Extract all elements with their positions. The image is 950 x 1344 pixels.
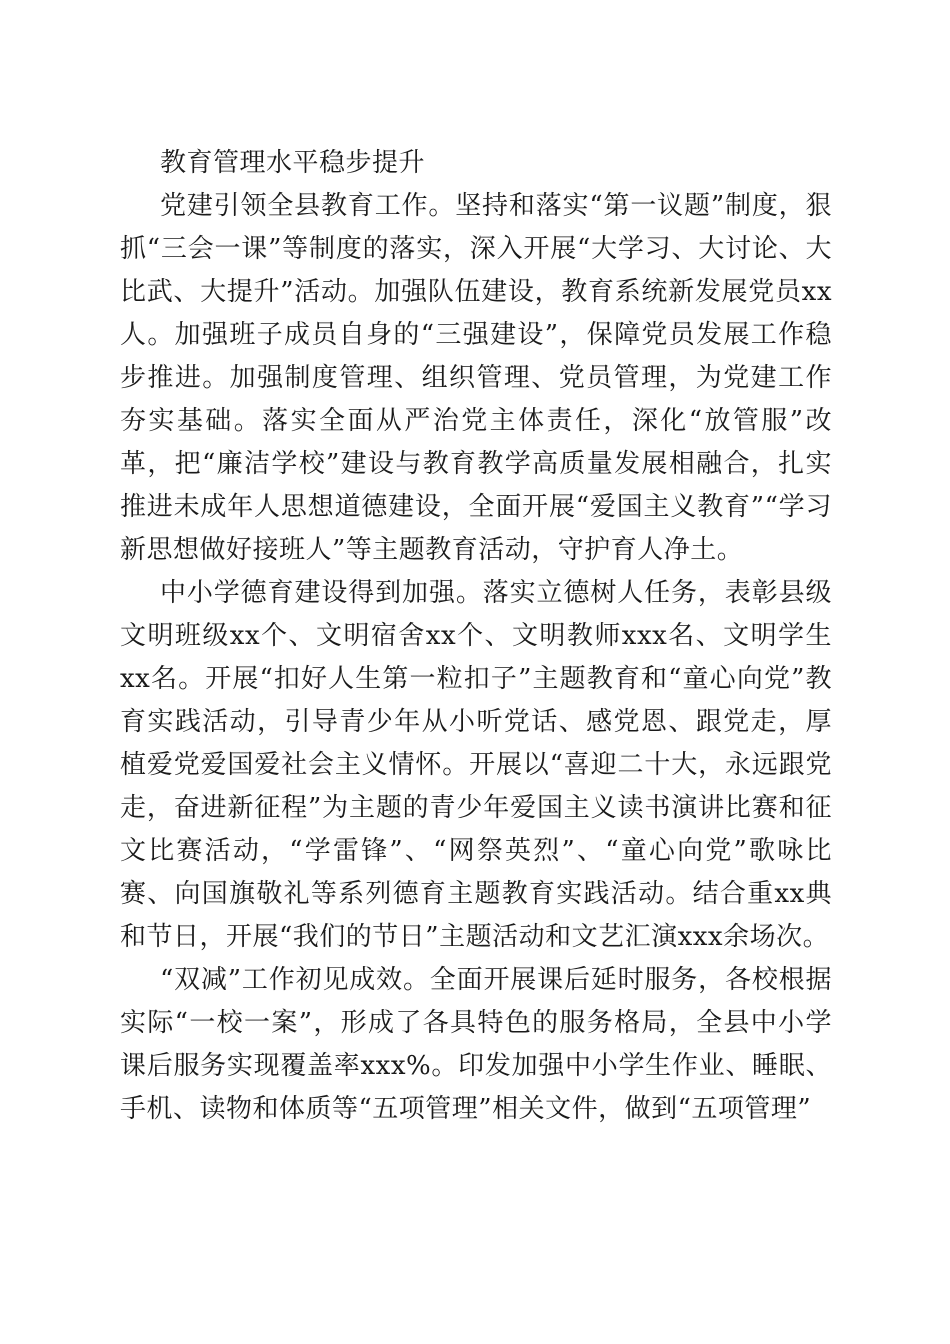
- document-body: [120, 142, 832, 1131]
- paragraph-party-building: 党建引领全县教育工作。坚持和落实“第一议题”制度，狠抓“三会一课”等制度的落实，深入开展“大学习、大讨论、大比武、大提升”活动。加强队伍建设，教育系统新发展党员xx人。加强班子成员自身的“三强建设”，保障党员发展工作稳步推进。加强制度管理、组织管理、党员管理，为党建工作夯实基础。落实全面从严治党主体责任，深化“放管服”改革，把“廉洁学校”建设与教育教学高质量发展相融合，扎实推进未成年人思想道德建设，全面开展“爱国主义教育”“学习新思想做好接班人”等主题教育活动，守护育人净土。: [120, 191, 832, 565]
- paragraph-double-reduction: “双减”工作初见成效。全面开展课后延时服务，各校根据实际“一校一案”，形成了各具特色的服务格局，全县中小学课后服务实现覆盖率xxx%。印发加强中小学生作业、睡眠、手机、读物和体质等“五项管理”相关文件，做到“五项管理”: [120, 965, 832, 1124]
- section-heading: 教育管理水平稳步提升: [160, 148, 426, 178]
- paragraph-moral-education: 中小学德育建设得到加强。落实立德树人任务，表彰县级文明班级xx个、文明宿舍xx个、文明教师xxx名、文明学生xx名。开展“扣好人生第一粒扣子”主题教育和“童心向党”教育实践活动，引导青少年从小听党话、感党恩、跟党走，厚植爱党爱国爱社会主义情怀。开展以“喜迎二十大，永远跟党走，奋进新征程”为主题的青少年爱国主义读书演讲比赛和征文比赛活动，“学雷锋”、“网祭英烈”、“童心向党”歌咏比赛、向国旗敬礼等系列德育主题教育实践活动。结合重xx典和节日，开展“我们的节日”主题活动和文艺汇演xxx余场次。: [120, 578, 832, 952]
